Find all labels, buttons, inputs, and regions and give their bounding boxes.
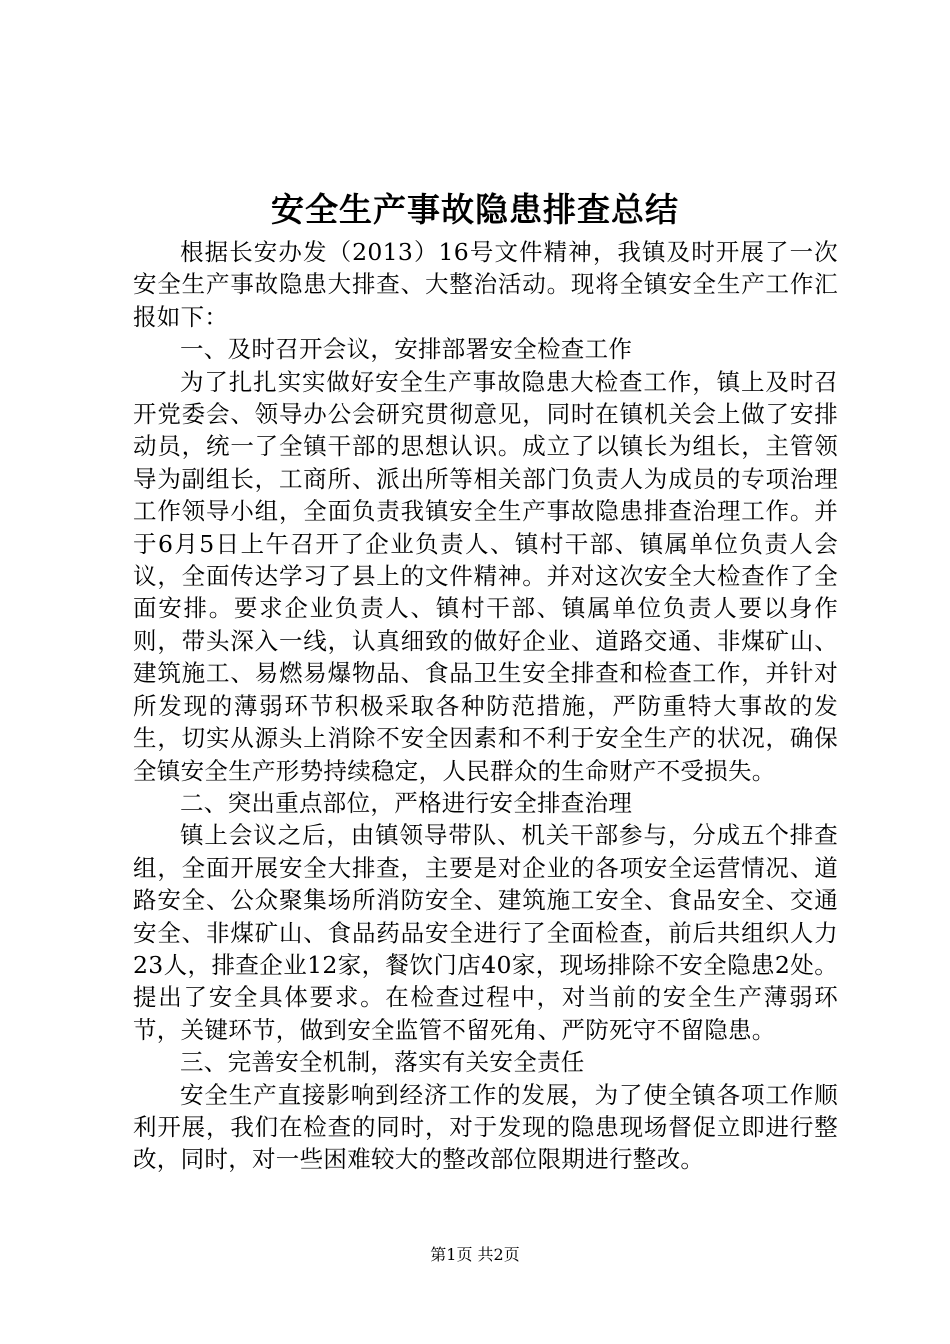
section-paragraph-1: 为了扎扎实实做好安全生产事故隐患大检查工作，镇上及时召开党委会、领导办公会研究贯彻意见，同时在镇机关会上做了安排动员，统一了全镇干部的思想认识。成立了以镇长为组长，主管领导为副组长，工商所、派出所等相关部门负责人为成员的专项治理工作领导小组，全面负责我镇安全生产事故隐患排查治理工作。并于6月5日上午召开了企业负责人、镇村干部、镇属单位负责人会议，全面传达学习了县上的文件精神。并对这次安全大检查作了全面安排。要求企业负责人、镇村干部、镇属单位负责人要以身作则，带头深入一线，认真细致的做好企业、道路交通、非煤矿山、建筑施工、易燃易爆物品、食品卫生安全排查和检查工作，并针对所发现的薄弱环节积极采取各种防范措施，严防重特大事故的发生，切实从源头上消除不安全因素和不利于安全生产的状况，确保全镇安全生产形势持续稳定，人民群众的生命财产不受损失。 [133,367,838,785]
section-paragraph-2: 镇上会议之后，由镇领导带队、机关干部参与，分成五个排查组，全面开展安全大排查，主要是对企业的各项安全运营情况、道路安全、公众聚集场所消防安全、建筑施工安全、食品安全、交通安全、非煤矿山、食品药品安全进行了全面检查，前后共组织人力23人，排查企业12家，餐饮门店40家，现场排除不安全隐患2处。提出了安全具体要求。在检查过程中，对当前的安全生产薄弱环节，关键环节，做到安全监管不留死角、严防死守不留隐患。 [133,821,838,1044]
document-body [133,236,838,1176]
section-heading-2: 二、突出重点部位，严格进行安全排查治理 [180,788,633,817]
section-paragraph-3: 安全生产直接影响到经济工作的发展，为了使全镇各项工作顺利开展，我们在检查的同时，对于发现的隐患现场督促立即进行整改，同时，对一些困难较大的整改部位限期进行整改。 [133,1080,838,1174]
intro-paragraph: 根据长安办发（2013）16号文件精神，我镇及时开展了一次安全生产事故隐患大排查、大整治活动。现将全镇安全生产工作汇报如下： [133,238,838,331]
document-title: 安全生产事故隐患排查总结 [271,190,679,229]
section-heading-1: 一、及时召开会议，安排部署安全检查工作 [180,335,633,364]
page-footer: 第1页 共2页 [430,1245,520,1264]
section-heading-3: 三、完善安全机制，落实有关安全责任 [180,1048,585,1077]
